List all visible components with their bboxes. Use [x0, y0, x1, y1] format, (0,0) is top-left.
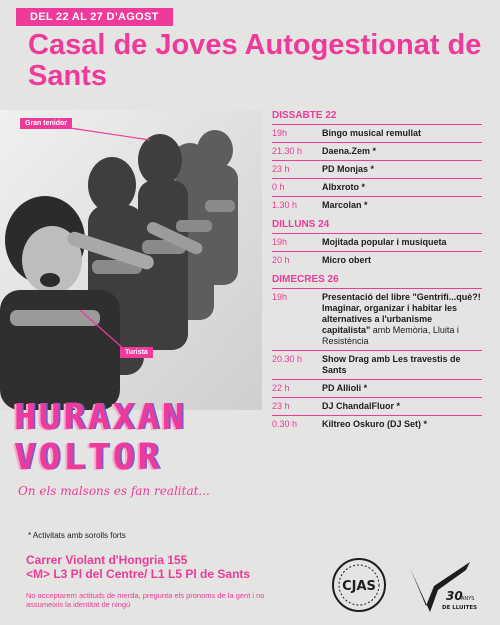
- date-banner: DEL 22 AL 27 D’AGOST: [16, 8, 173, 26]
- 30-anys-text: ANYS: [461, 596, 475, 602]
- band-name-line-2: VOLTOR: [14, 437, 163, 478]
- event-name: Bingo musical remullat: [322, 128, 422, 138]
- event-row: [272, 233, 482, 251]
- address-line-1: Carrer Violant d'Hongria 155: [26, 553, 188, 567]
- event-name: Daena.Zem *: [322, 146, 377, 156]
- event-row: [272, 251, 482, 269]
- day-block: [272, 219, 482, 269]
- event-time: 0.30 h: [272, 419, 298, 429]
- event-name: PD Monjas *: [322, 164, 375, 174]
- event-row: [272, 415, 482, 433]
- tagline: On els malsons es fan realitat...: [18, 484, 210, 498]
- event-row: [272, 124, 482, 142]
- event-row: [272, 350, 482, 379]
- event-name: Kiltreo Oskuro (DJ Set) *: [322, 419, 428, 429]
- day-block: [272, 110, 482, 214]
- event-name: Mojitada popular i musiqueta: [322, 237, 447, 247]
- event-row: [272, 379, 482, 397]
- day-block: [272, 274, 482, 433]
- 30-anys-number: 30: [446, 589, 463, 603]
- cjas-logo-text: CJAS: [342, 579, 376, 594]
- day-heading: DILLUNS 24: [272, 219, 330, 230]
- band-name-line-1: HURAXAN: [14, 397, 187, 438]
- event-time: 1.30 h: [272, 200, 298, 210]
- event-name: Micro obert: [322, 255, 372, 265]
- page-title: Casal de Joves Autogestionat de Sants: [28, 29, 482, 92]
- 30-anys-logo: [410, 562, 477, 612]
- schedule: [272, 110, 482, 438]
- day-heading: DIMECRES 26: [272, 274, 339, 285]
- event-time: 23 h: [272, 164, 290, 174]
- callout-gran-tenidor: Gran tenidor: [20, 118, 72, 129]
- 30-anys-subtext: DE LLUITES: [442, 605, 478, 611]
- event-name: Show Drag amb Les travestis de Sants: [322, 354, 461, 375]
- event-row: [272, 397, 482, 415]
- event-time: 19h: [272, 292, 288, 302]
- event-name: PD Allioli *: [322, 383, 368, 393]
- event-row: [272, 160, 482, 178]
- address: [26, 553, 250, 581]
- callout-turista: Turista: [120, 347, 153, 358]
- event-photo: [0, 110, 262, 410]
- event-name: Albxroto *: [322, 182, 366, 192]
- event-name: Marcolan *: [322, 200, 368, 210]
- event-name: Presentació del libre "Gentrifi...què?! Imaginar, organizar i habitar les alternatives a l'urbanisme capitalista": [322, 292, 481, 335]
- event-time: 0 h: [272, 182, 285, 192]
- event-row: [272, 178, 482, 196]
- event-time: 21.30 h: [272, 146, 303, 156]
- event-time: 20 h: [272, 255, 290, 265]
- event-name: DJ ChandalFluor *: [322, 401, 401, 411]
- address-line-2: <M> L3 Pl del Centre/ L1 L5 Pl de Sants: [26, 567, 251, 581]
- day-heading: DISSABTE 22: [272, 110, 337, 121]
- event-row: [272, 196, 482, 214]
- event-time: 20.30 h: [272, 354, 303, 364]
- event-row: [272, 142, 482, 160]
- event-row: [272, 288, 482, 350]
- cjas-logo: [333, 559, 385, 611]
- event-time: 23 h: [272, 401, 290, 411]
- noise-note: * Activitats amb sorolls forts: [28, 531, 126, 540]
- logos: [330, 556, 480, 614]
- disclaimer: No acceptarem actituds de merda, pregunta els pronoms de la gent i no assumeixis la identitat de ningú: [26, 591, 265, 609]
- event-extra: amb Memòria, Lluita i Resistència: [322, 325, 459, 346]
- event-time: 19h: [272, 128, 288, 138]
- event-time: 19h: [272, 237, 288, 247]
- event-time: 22 h: [272, 383, 290, 393]
